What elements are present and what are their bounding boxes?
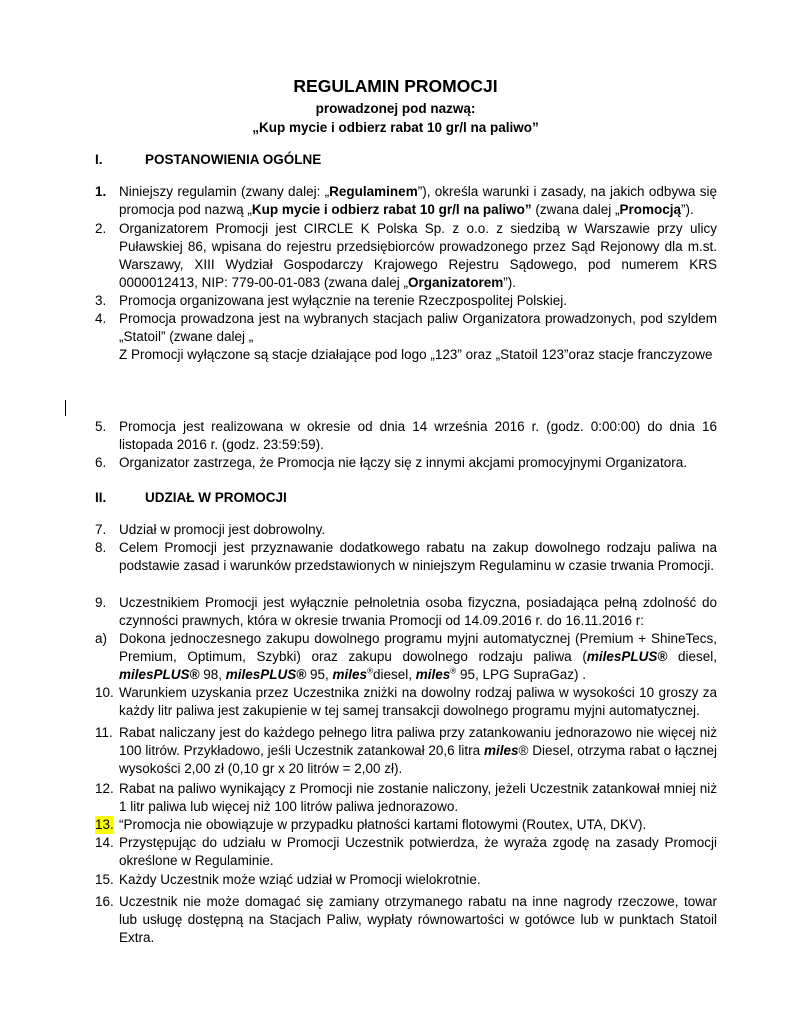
list-item-2: 2. Organizatorem Promocji jest CIRCLE K Polska Sp. z o.o. z siedzibą w Warszawie przy ulicy Puławskiej 86, wpisana do rejestru przedsiębiorców prowadzonego przez Sąd Rejonowy dla m.st. Warszawy, XIII Wydział Gospodarczy Krajowego Rejestru Sądowego, pod numerem KRS 0000012413, NIP: 779-00-01-083 (zwana dalej „Organizatorem”). <box>95 221 717 290</box>
list-item-12: 12. Rabat na paliwo wynikający z Promocji nie zostanie naliczony, jeżeli Uczestnik zatankował mniej niż 1 litr paliwa lub więcej niż 100 litrów paliwa jednorazowo. <box>95 781 717 814</box>
promotion-name: „Kup mycie i odbierz rabat 10 gr/l na paliwo” <box>252 120 539 135</box>
list-item-10: 10. Warunkiem uzyskania przez Uczestnika zniżki na dowolny rodzaj paliwa w wysokości 10 groszy za każdy litr paliwa jest zakupienie w tej samej transakcji dowolnego programu myjni automatycznej. <box>95 685 717 718</box>
list-item-5: 5. Promocja jest realizowana w okresie od dnia 14 września 2016 r. (godz. 0:00:00) do dnia 16 listopada 2016 r. (godz. 23:59:59). <box>95 419 717 452</box>
section-heading-general: I. POSTANOWIENIA OGÓLNE <box>95 152 322 167</box>
section-heading-participation: II. UDZIAŁ W PROMOCJI <box>95 490 287 505</box>
text-cursor <box>65 400 66 416</box>
document-subtitle: prowadzonej pod nazwą: <box>315 101 476 116</box>
document-title: REGULAMIN PROMOCJI <box>293 76 498 96</box>
list-item-16: 16. Uczestnik nie może domagać się zamiany otrzymanego rabatu na inne nagrody rzeczowe, towar lub usługę dostępną na Stacjach Paliw, wypłaty równowartości w gotówce lub w punktach Statoil Extra. <box>95 894 717 945</box>
list-item-14: 14. Przystępując do udziału w Promocji Uczestnik potwierdza, że wyraża zgodę na zasady Promocji określone w Regulaminie. <box>95 835 717 868</box>
list-item-7: 7. Udział w promocji jest dobrowolny. <box>95 522 326 537</box>
list-item-9: 9. Uczestnikiem Promocji jest wyłącznie pełnoletnia osoba fizyczna, posiadająca pełną zdolność do czynności prawnych, która w okresie trwania Promocji od 14.09.2016 r. do 16.11.2016 r: <box>95 595 717 628</box>
list-item-13: 13. “Promocja nie obowiązuje w przypadku płatności kartami flotowymi (Routex, UTA, DKV). <box>95 817 647 832</box>
list-item-8: 8. Celem Promocji jest przyznawanie dodatkowego rabatu na zakup dowolnego rodzaju paliwa na podstawie zasad i warunków przedstawionych w niniejszym Regulaminu w czasie trwania Promocji. <box>95 540 717 573</box>
list-item-11: 11. Rabat naliczany jest do każdego pełnego litra paliwa przy zatankowaniu jednorazowo nie więcej niż 100 litrów. Przykładowo, jeśli Uczestnik zatankował 20,6 litra miles® Diesel, otrzyma rabat o łącznej wysokości 2,00 zł (0,10 gr x 20 litrów = 2,00 zł). <box>95 725 717 776</box>
list-item-4: 4. Promocja prowadzona jest na wybranych stacjach paliw Organizatora prowadzonych, pod szyldem „Statoil” (zwane dalej „ Z Promocji wyłączone są stacje działające pod logo „123” oraz „Statoil 123”oraz stacje franczyzowe <box>95 311 717 362</box>
list-item-3: 3. Promocja organizowana jest wyłącznie na terenie Rzeczpospolitej Polskiej. <box>95 293 567 308</box>
list-item-1: 1. Niniejszy regulamin (zwany dalej: „Regulaminem”), określa warunki i zasady, na jakich odbywa się promocja pod nazwą „Kup mycie i odbierz rabat 10 gr/l na paliwo” (zwana dalej „Promocją”). <box>95 184 717 217</box>
list-item-6: 6. Organizator zastrzega, że Promocja nie łączy się z innymi akcjami promocyjnymi Organizatora. <box>95 455 687 470</box>
highlighted-number: 13. <box>95 817 114 832</box>
list-item-15: 15. Każdy Uczestnik może wziąć udział w Promocji wielokrotnie. <box>95 872 481 887</box>
list-item-a: a) Dokona jednoczesnego zakupu dowolnego programu myjni automatycznej (Premium + ShineTecs, Premium, Optimum, Szybki) oraz zakupu dowolnego rodzaju paliwa (milesPLUS® diesel, milesPLUS® 98, milesPLUS® 95, miles®diesel, miles® 95, LPG SupraGaz) . <box>95 631 717 682</box>
